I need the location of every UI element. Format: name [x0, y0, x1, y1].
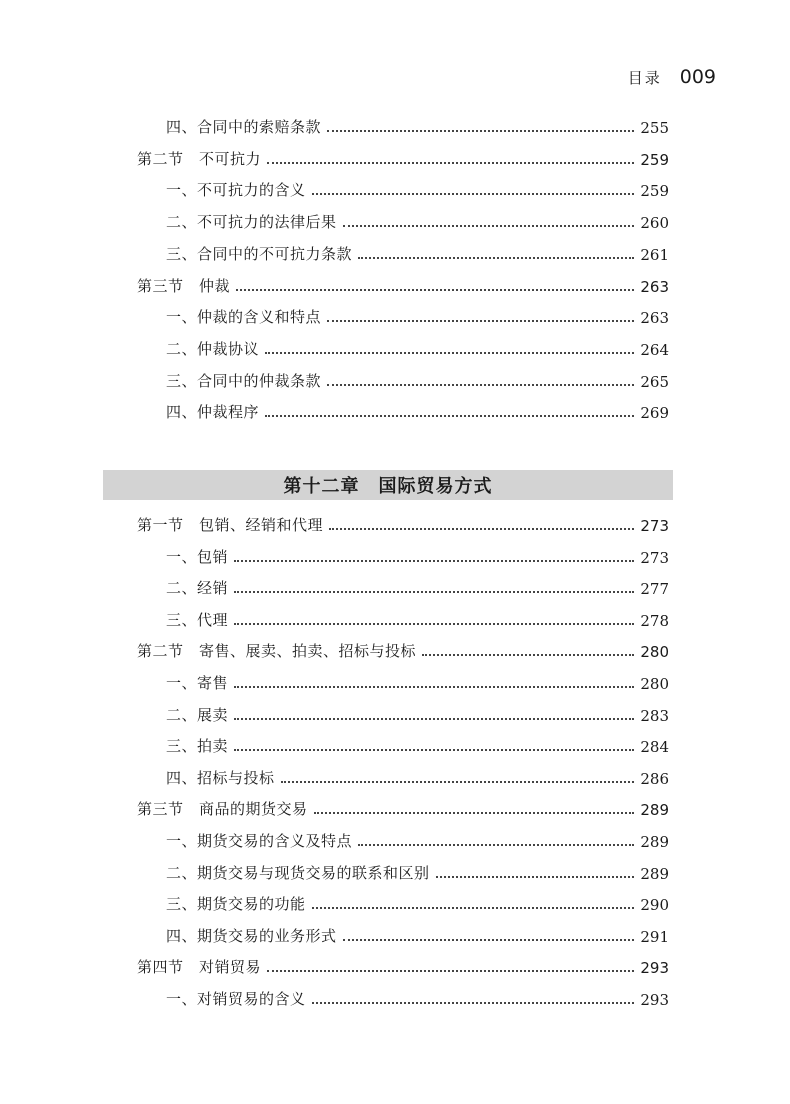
toc-entry-label: 二、期货交易与现货交易的联系和区别 [166, 863, 430, 882]
toc-entry-page: 284 [640, 738, 669, 757]
toc-entry-label: 第二节 寄售、展卖、拍卖、招标与投标 [137, 642, 417, 661]
toc-item-entry[interactable] [166, 303, 669, 327]
toc-item-entry[interactable] [166, 890, 669, 914]
toc-item-entry[interactable] [166, 859, 669, 883]
toc-entry-page: 278 [640, 611, 669, 630]
toc-item-entry[interactable] [166, 606, 669, 630]
toc-entry-page: 273 [640, 517, 669, 535]
dot-leader [343, 939, 635, 941]
dot-leader [314, 812, 635, 814]
toc-entry-page: 289 [640, 864, 669, 883]
toc-entry-label: 二、经销 [166, 579, 229, 598]
dot-leader [236, 289, 634, 291]
toc-entry-page: 283 [640, 706, 669, 725]
toc-item-entry[interactable] [166, 764, 669, 788]
toc-entry-page: 280 [640, 675, 669, 693]
toc-item-entry[interactable] [166, 701, 669, 725]
toc-entry-page: 255 [640, 119, 669, 137]
toc-item-entry[interactable] [166, 669, 669, 693]
toc-item-entry[interactable] [166, 732, 669, 756]
toc-item-entry[interactable] [166, 827, 669, 851]
toc-entry-label: 四、合同中的索赔条款 [166, 118, 322, 136]
toc-entry-label: 三、拍卖 [166, 737, 229, 756]
toc-item-entry[interactable] [166, 574, 669, 598]
dot-leader [358, 844, 634, 846]
toc-item-entry[interactable] [166, 985, 669, 1009]
toc-entry-page: 289 [640, 833, 669, 851]
toc-section-entry[interactable] [137, 511, 669, 535]
dot-leader [312, 1002, 635, 1004]
toc-entry-label: 第三节 商品的期货交易 [137, 800, 308, 819]
dot-leader [312, 193, 635, 195]
toc-item-entry[interactable] [166, 922, 669, 946]
toc-item-entry[interactable] [166, 543, 669, 567]
toc-entry-page: 263 [640, 309, 669, 328]
header-page-number: 009 [679, 66, 716, 88]
dot-leader [327, 130, 634, 132]
toc-section-entry[interactable] [137, 145, 669, 169]
toc-entry-page: 260 [640, 214, 669, 233]
toc-entry-page: 293 [640, 991, 669, 1009]
toc-entry-page: 263 [640, 277, 669, 296]
dot-leader [234, 560, 634, 562]
toc-entry-page: 264 [640, 340, 669, 359]
toc-entry-page: 277 [640, 580, 669, 599]
toc-section-entry[interactable] [137, 272, 669, 296]
toc-entry-page: 259 [640, 150, 669, 169]
dot-leader [312, 907, 635, 909]
toc-entry-label: 三、代理 [166, 610, 229, 629]
toc-entry-label: 三、合同中的不可抗力条款 [166, 244, 353, 263]
toc-entry-label: 一、对销贸易的含义 [166, 990, 306, 1008]
dot-leader [327, 320, 634, 322]
running-header [628, 66, 716, 88]
toc-entry-page: 290 [640, 896, 669, 915]
dot-leader [234, 623, 634, 625]
toc-item-entry[interactable] [166, 398, 669, 422]
toc-item-entry[interactable] [166, 367, 669, 391]
dot-leader [267, 162, 634, 164]
toc-item-entry[interactable] [166, 335, 669, 359]
toc-entry-label: 三、合同中的仲裁条款 [166, 371, 322, 390]
toc-entry-label: 一、包销 [166, 547, 229, 566]
toc-item-entry[interactable] [166, 208, 669, 232]
dot-leader [327, 384, 634, 386]
toc-entry-page: 265 [640, 372, 669, 391]
toc-entry-page: 261 [640, 245, 669, 264]
dot-leader [234, 718, 634, 720]
dot-leader [422, 654, 634, 656]
header-title: 目录 [627, 69, 662, 87]
dot-leader [234, 686, 634, 688]
toc-entry-page: 273 [640, 548, 669, 567]
dot-leader [265, 415, 634, 417]
toc-entry-label: 二、仲裁协议 [166, 339, 260, 358]
toc-item-entry[interactable] [166, 240, 669, 264]
toc-item-entry[interactable] [166, 113, 669, 137]
toc-entry-label: 四、仲裁程序 [166, 403, 260, 422]
dot-leader [329, 528, 634, 530]
dot-leader [234, 591, 634, 593]
toc-entry-page: 286 [640, 769, 669, 788]
toc-entry-page: 280 [640, 643, 669, 662]
toc-entry-page: 259 [640, 182, 669, 201]
toc-entry-label: 四、招标与投标 [166, 768, 275, 787]
toc-entry-page: 289 [640, 801, 669, 820]
toc-entry-label: 二、不可抗力的法律后果 [166, 213, 337, 232]
dot-leader [343, 225, 635, 227]
toc-section-entry[interactable] [137, 953, 669, 977]
toc-entry-page: 293 [640, 959, 669, 978]
toc-entry-label: 一、寄售 [166, 674, 229, 692]
toc-entry-label: 第三节 仲裁 [137, 276, 231, 295]
dot-leader [267, 970, 634, 972]
toc-entry-label: 一、仲裁的含义和特点 [166, 308, 322, 327]
toc-item-entry[interactable] [166, 176, 669, 200]
toc-entry-page: 269 [640, 404, 669, 423]
dot-leader [281, 781, 635, 783]
dot-leader [358, 257, 634, 259]
toc-entry-label: 第四节 对销贸易 [137, 958, 262, 977]
dot-leader [234, 749, 634, 751]
toc-entry-label: 三、期货交易的功能 [166, 895, 306, 914]
dot-leader [265, 352, 634, 354]
toc-entry-label: 二、展卖 [166, 705, 229, 724]
dot-leader [436, 876, 635, 878]
toc-entry-label: 第一节 包销、经销和代理 [137, 516, 324, 534]
toc-entry-label: 第二节 不可抗力 [137, 149, 262, 168]
toc-entry-label: 一、期货交易的含义及特点 [166, 832, 353, 850]
toc-entry-label: 四、期货交易的业务形式 [166, 926, 337, 945]
toc-entry-page: 291 [640, 927, 669, 946]
toc-section-entry[interactable] [137, 795, 669, 819]
chapter-heading: 第十二章 国际贸易方式 [103, 470, 673, 500]
toc-entry-label: 一、不可抗力的含义 [166, 181, 306, 200]
toc-section-entry[interactable] [137, 637, 669, 661]
